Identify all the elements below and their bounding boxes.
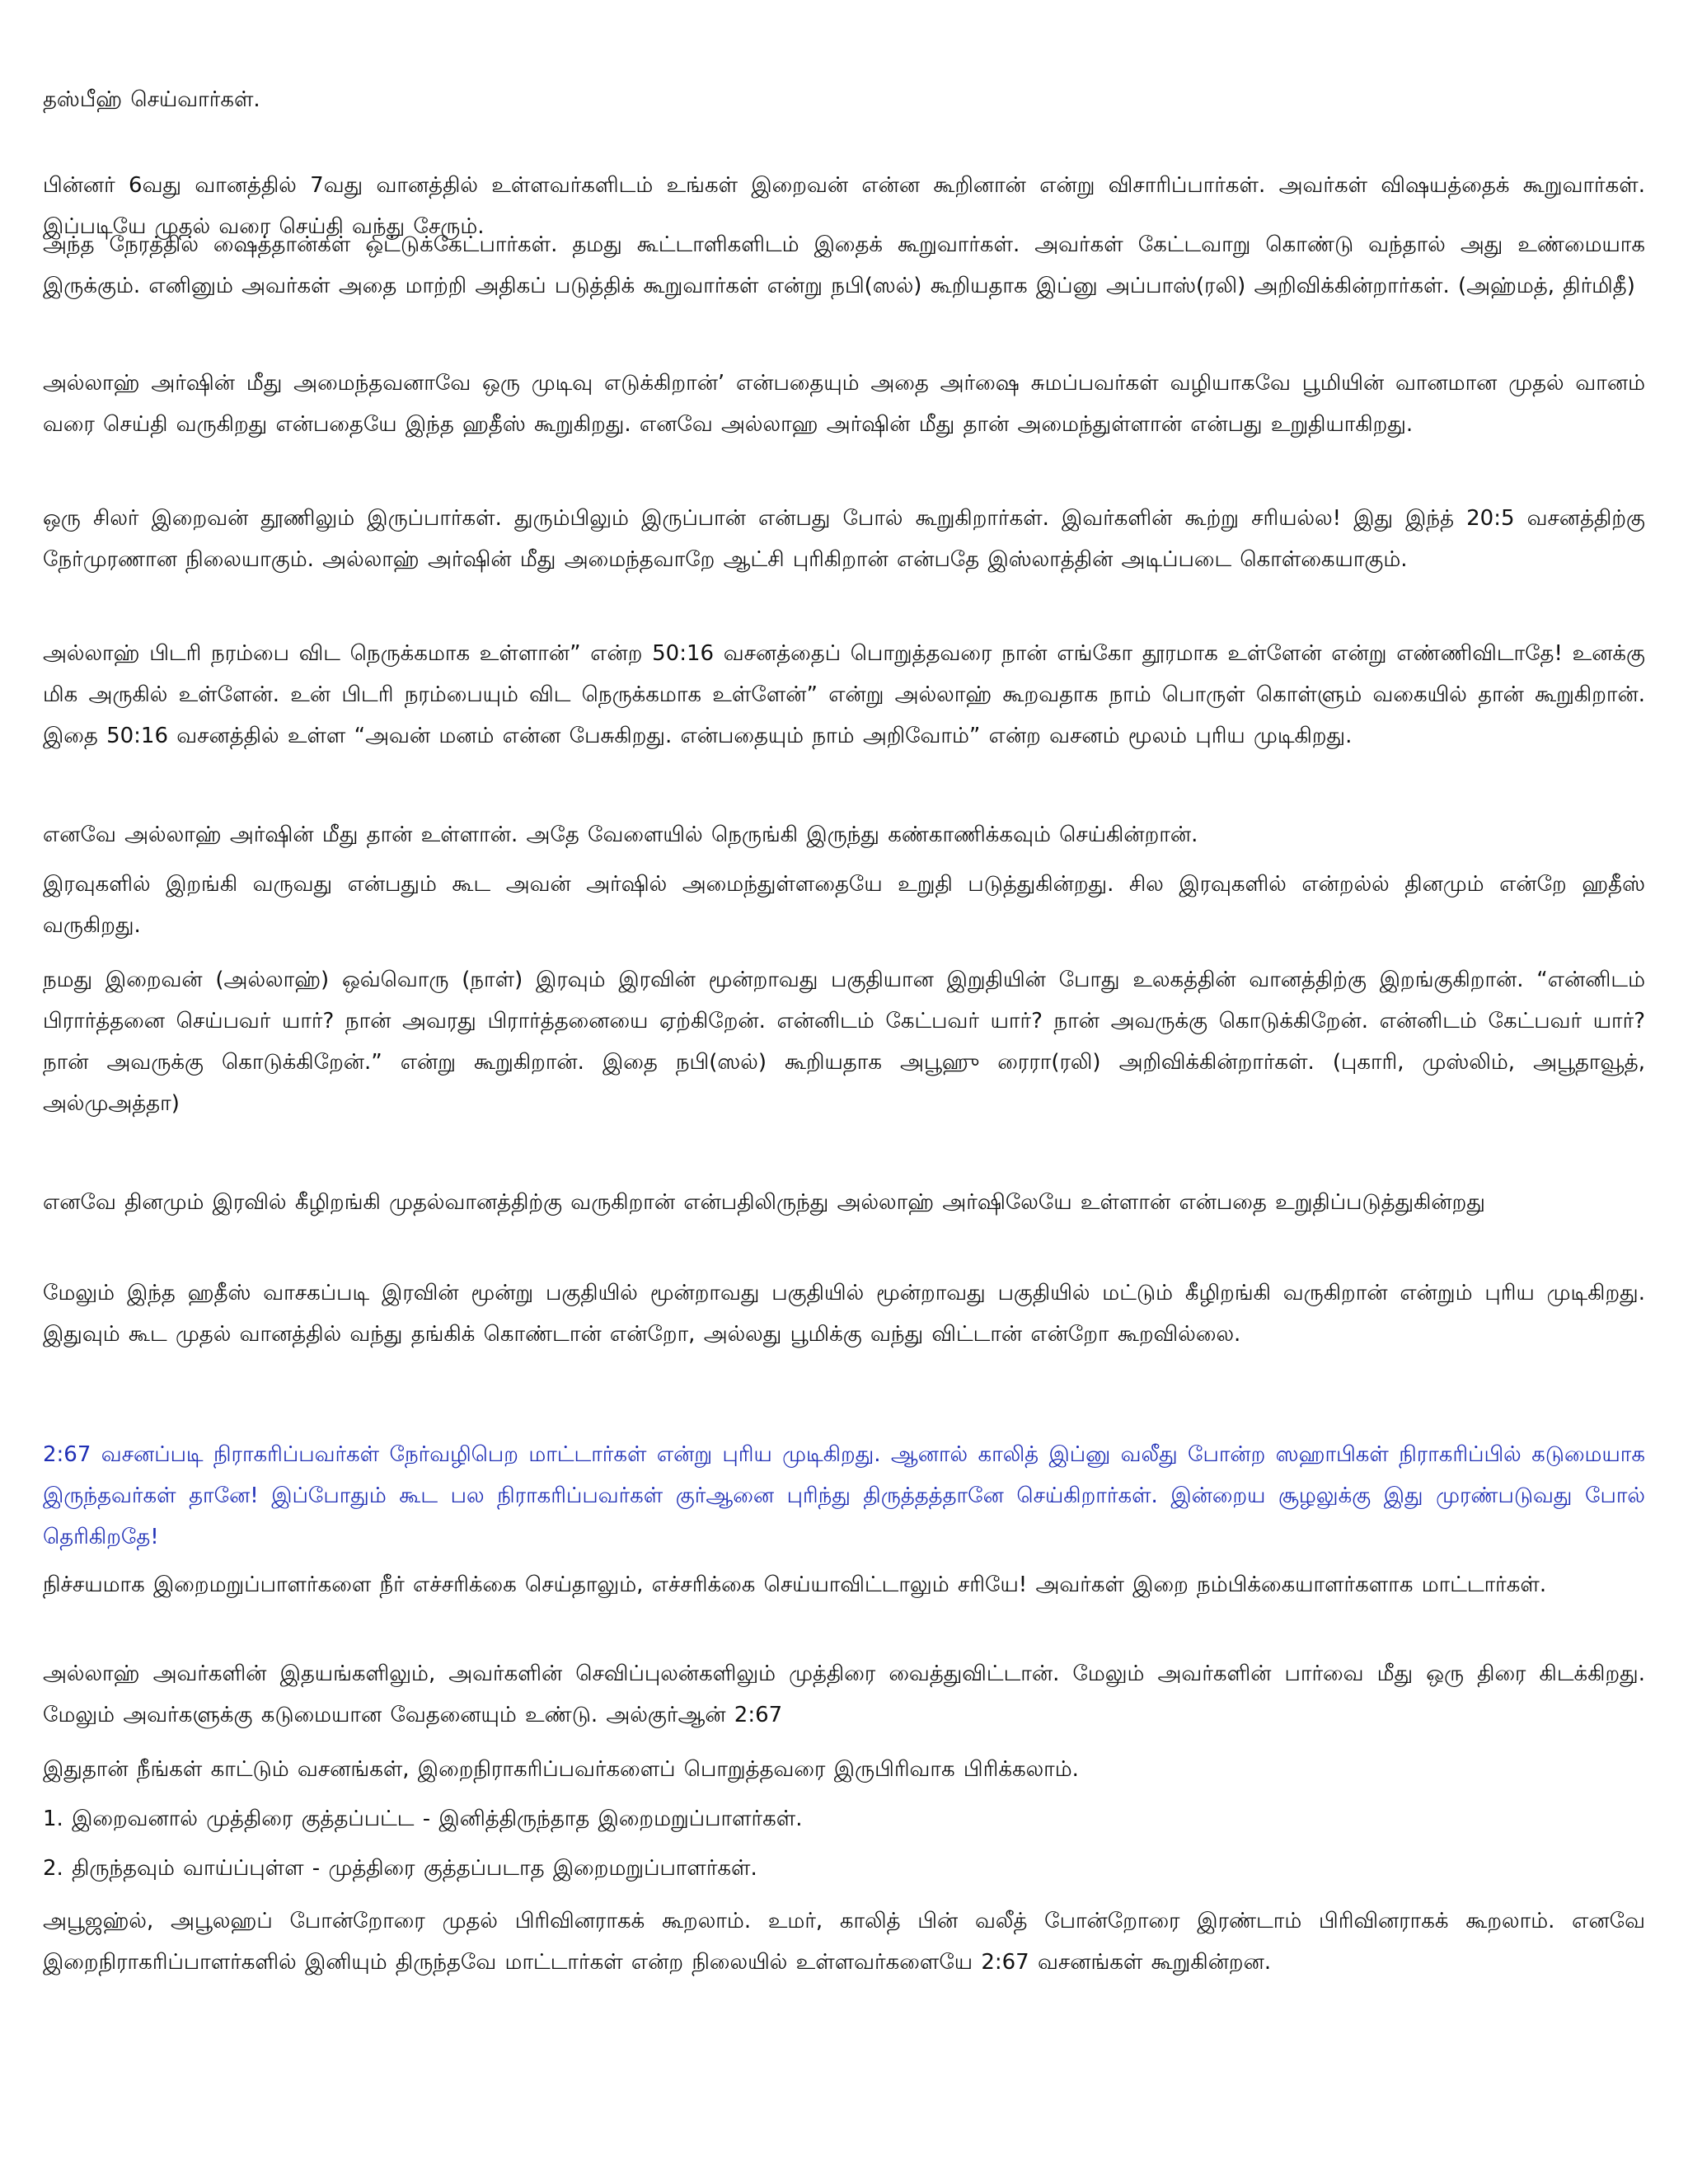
paragraph-two-groups: இதுதான் நீங்கள் காட்டும் வசனங்கள், இறைநிராகரிப்பவர்களைப் பொறுத்தவரை இருபிரிவாக பிரிக்கலாம். bbox=[43, 1757, 1079, 1782]
list-item-group-2: 2. திருந்தவும் வாய்ப்புள்ள - முத்திரை குத்தப்படாத இறைமறுப்பாளர்கள். bbox=[43, 1856, 757, 1881]
paragraph-on-arsh: எனவே அல்லாஹ் அர்ஷின் மீது தான் உள்ளான். அதே வேளையில் நெருங்கி இருந்து கண்காணிக்கவும் செய்கின்றான். bbox=[43, 823, 1198, 847]
paragraph-shaitan: அந்த நேரத்தில் ஷைத்தான்கள் ஒட்டுக்கேட்பார்கள். தமது கூட்டாளிகளிடம் இதைக் கூறுவார்கள். அவர்கள் கேட்டவாறு கொண்டு வந்தால் அது உண்மையாக இருக்கும். எனினும் அவர்கள் அதை மாற்றி அதிகப் படுத்திக் கூறுவார்கள் என்று நபி(ஸல்) கூறியதாக இப்னு அப்பாஸ்(ரலி) அறிவிக்கின்றார்கள். (அஹ்மத், திர்மிதீ) bbox=[43, 232, 1645, 298]
list-item-group-1: 1. இறைவனால் முத்திரை குத்தப்பட்ட - இனித்திருந்தாத இறைமறுப்பாளர்கள். bbox=[43, 1807, 803, 1831]
paragraph-question-267: 2:67 வசனப்படி நிராகரிப்பவர்கள் நேர்வழிபெற மாட்டார்கள் என்று புரிய முடிகிறது. ஆனால் காலித் இப்னு வலீது போன்ற ஸஹாபிகள் நிராகரிப்பில் கடுமையாக இருந்தவர்கள் தானே! இப்போதும் கூட பல நிராகரிப்பவர்கள் குர்ஆனை புரிந்து திருத்தத்தானே செய்கிறார்கள். இன்றைய சூழலுக்கு இது முரண்படுவது போல் தெரிகிறதே! bbox=[43, 1442, 1645, 1549]
paragraph-warning-verse: நிச்சயமாக இறைமறுப்பாளர்களை நீர் எச்சரிக்கை செய்தாலும், எச்சரிக்கை செய்யாவிட்டாலும் சரியே! அவர்கள் இறை நம்பிக்கையாளர்களாக மாட்டார்கள். bbox=[43, 1572, 1547, 1597]
paragraph-jugular-vein: அல்லாஹ் பிடரி நரம்பை விட நெருக்கமாக உள்ளான்” என்ற 50:16 வசனத்தைப் பொறுத்தவரை நான் எங்கோ தூரமாக உள்ளேன் என்று எண்ணிவிடாதே! உனக்கு மிக அருகில் உள்ளேன். உன் பிடரி நரம்பையும் விட நெருக்கமாக உள்ளேன்” என்று அல்லாஹ் கூறவதாக நாம் பொருள் கொள்ளும் வகையில் தான் கூறுகிறான். இதை 50:16 வசனத்தில் உள்ள “அவன் மனம் என்ன பேசுகிறது. என்பதையும் நாம் அறிவோம்” என்ற வசனம் மூலம் புரிய முடிகிறது. bbox=[43, 641, 1645, 748]
paragraph-third-part: மேலும் இந்த ஹதீஸ் வாசகப்படி இரவின் மூன்று பகுதியில் மூன்றாவது பகுதியில் மூன்றாவது பகுதியில் மட்டும் கீழிறங்கி வருகிறான் என்றும் புரிய முடிகிறது. இதுவும் கூட முதல் வானத்தில் வந்து தங்கிக் கொண்டான் என்றோ, அல்லது பூமிக்கு வந்து விட்டான் என்றோ கூறவில்லை. bbox=[43, 1281, 1645, 1347]
paragraph-arsh-decision: அல்லாஹ் அர்ஷின் மீது அமைந்தவனாவே ஒரு முடிவு எடுக்கிறான்’ என்பதையும் அதை அர்ஷை சுமப்பவர்கள் வழியாகவே பூமியின் வானமான முதல் வானம் வரை செய்தி வருகிறது என்பதையே இந்த ஹதீஸ் கூறுகிறது. எனவே அல்லாஹ அர்ஷின் மீது தான் அமைந்துள்ளான் என்பது உறுதியாகிறது. bbox=[43, 371, 1646, 437]
document-page bbox=[43, 0, 1645, 2184]
paragraph-seal-verse: அல்லாஹ் அவர்களின் இதயங்களிலும், அவர்களின் செவிப்புலன்களிலும் முத்திரை வைத்துவிட்டான். மேலும் அவர்களின் பார்வை மீது ஒரு திரை கிடக்கிறது. மேலும் அவர்களுக்கு கடுமையான வேதனையும் உண்டு. அல்குர்ஆன் 2:67 bbox=[43, 1661, 1645, 1727]
paragraph-examples: அபூஜஹ்ல், அபூலஹப் போன்றோரை முதல் பிரிவினராகக் கூறலாம். உமர், காலித் பின் வலீத் போன்றோரை இரண்டாம் பிரிவினராகக் கூறலாம். எனவே இறைநிராகரிப்பாளர்களில் இனியும் திருந்தவே மாட்டார்கள் என்ற நிலையில் உள்ளவர்களையே 2:67 வசனங்கள் கூறுகின்றன. bbox=[43, 1909, 1645, 1975]
paragraph-hadith-descent: நமது இறைவன் (அல்லாஹ்) ஒவ்வொரு (நாள்) இரவும் இரவின் மூன்றாவது பகுதியான இறுதியின் போது உலகத்தின் வானத்திற்கு இறங்குகிறான். “என்னிடம் பிரார்த்தனை செய்பவர் யார்? நான் அவரது பிரார்த்தனையை ஏற்கிறேன். என்னிடம் கேட்பவர் யார்? நான் அவருக்கு கொடுக்கிறேன். என்னிடம் கேட்பவர் யார்? நான் அவருக்கு கொடுக்கிறேன்.” என்று கூறுகிறான். இதை நபி(ஸல்) கூறியதாக அபூஹு ரைரா(ரலி) அறிவிக்கின்றார்கள். (புகாரி, முஸ்லிம், அபூதாவூத், அல்முஅத்தா) bbox=[43, 968, 1645, 1116]
paragraph-sixth-heaven: பின்னர் 6வது வானத்தில் 7வது வானத்தில் உள்ளவர்களிடம் உங்கள் இறைவன் என்ன கூறினான் என்று விசாரிப்பார்கள். அவர்கள் விஷயத்தைக் கூறுவார்கள். இப்படியே முதல் வரை செய்தி வந்து சேரும். bbox=[43, 173, 1645, 239]
paragraph-pillar-claim: ஒரு சிலர் இறைவன் தூணிலும் இருப்பார்கள். துரும்பிலும் இருப்பான் என்பது போல் கூறுகிறார்கள். இவர்களின் கூற்று சரியல்ல! இது இந்த் 20:5 வசனத்திற்கு நேர்முரணான நிலையாகும். அல்லாஹ் அர்ஷின் மீது அமைந்தவாறே ஆட்சி புரிகிறான் என்பதே இஸ்லாத்தின் அடிப்படை கொள்கையாகும். bbox=[43, 506, 1645, 572]
paragraph-tasbeeh: தஸ்பீஹ் செய்வார்கள். bbox=[43, 87, 260, 112]
paragraph-descending-nights: இரவுகளில் இறங்கி வருவது என்பதும் கூட அவன் அர்ஷில் அமைந்துள்ளதையே உறுதி படுத்துகின்றது. சில இரவுகளில் என்றல்ல் தினமும் என்றே ஹதீஸ் வருகிறது. bbox=[43, 872, 1645, 938]
paragraph-confirms-arsh: எனவே தினமும் இரவில் கீழிறங்கி முதல்வானத்திற்கு வருகிறான் என்பதிலிருந்து அல்லாஹ் அர்ஷிலேயே உள்ளான் என்பதை உறுதிப்படுத்துகின்றது bbox=[43, 1190, 1485, 1215]
